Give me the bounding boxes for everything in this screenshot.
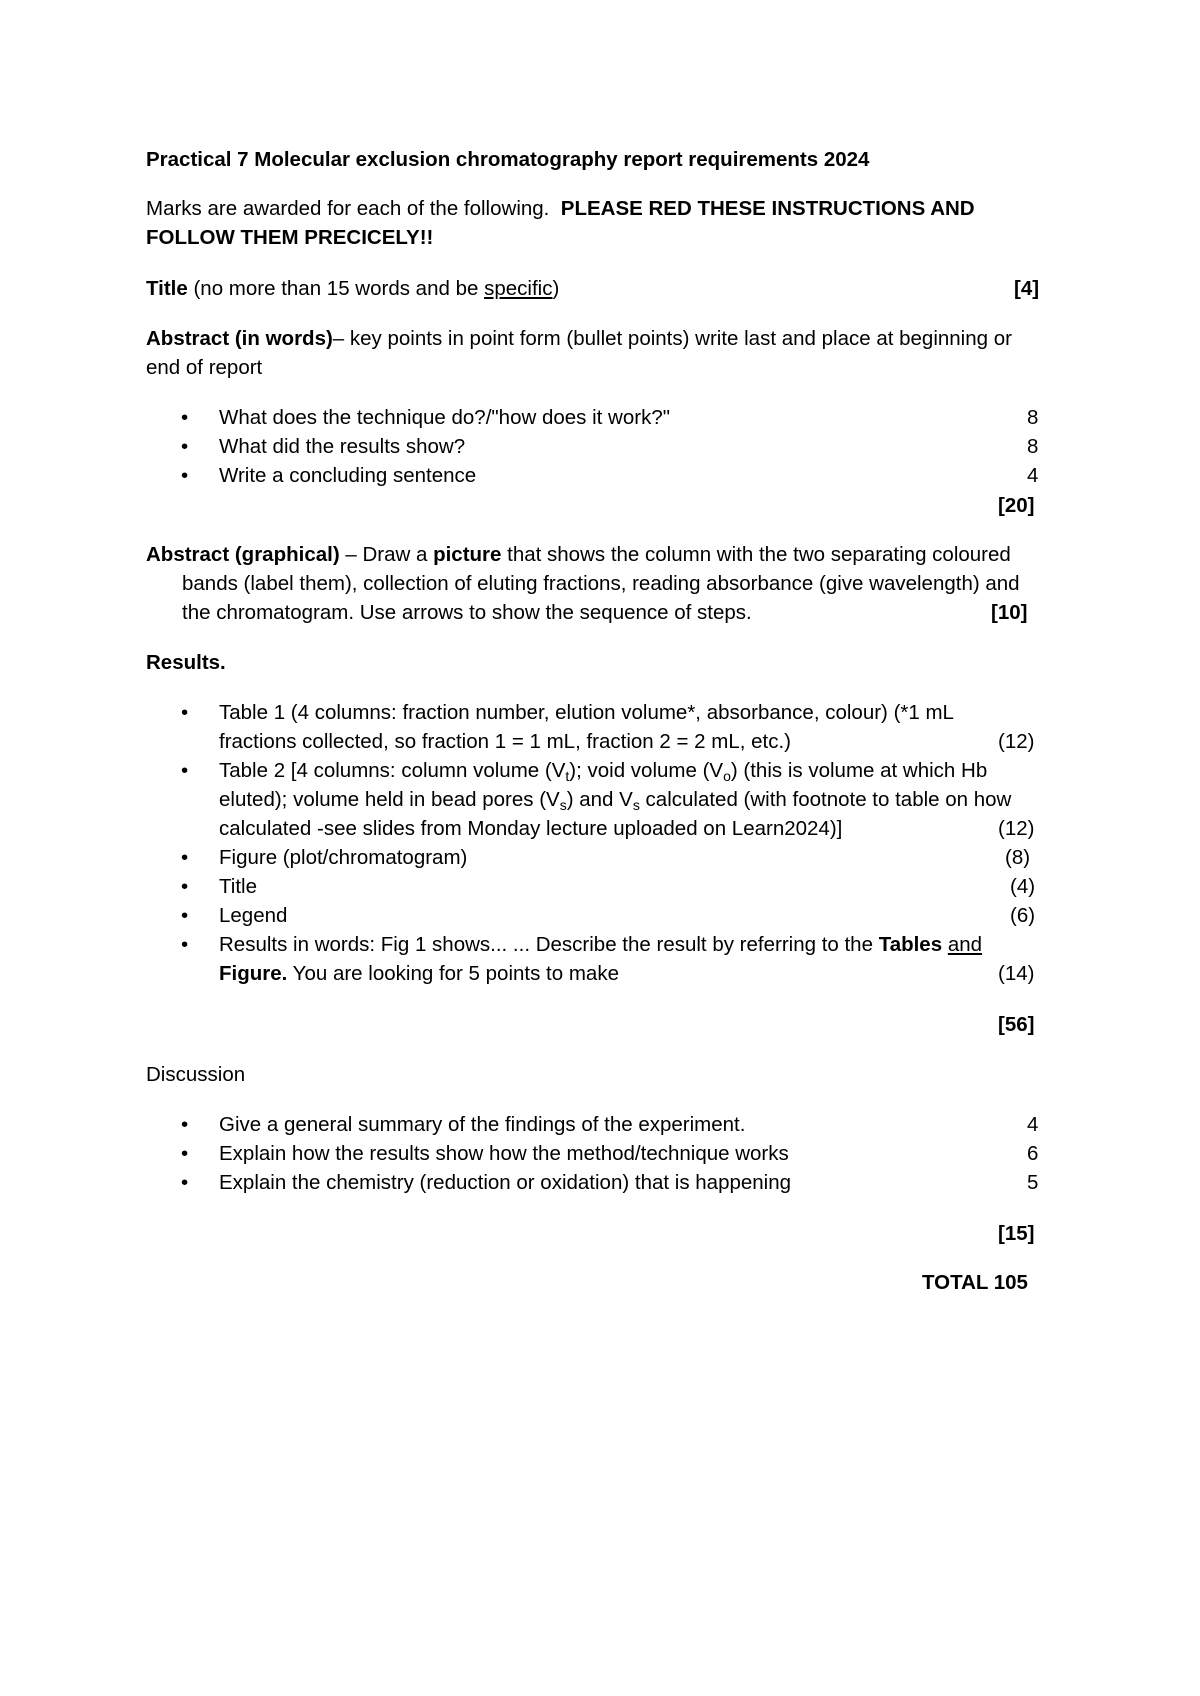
page-heading: Practical 7 Molecular exclusion chromatography report requirements 2024: [146, 148, 870, 171]
bullet-icon: •: [181, 846, 189, 869]
bullet-icon: •: [181, 464, 189, 487]
bullet-icon: •: [181, 406, 189, 429]
results-words-mark: (14): [998, 962, 1035, 985]
intro-emphasis-2: FOLLOW THEM PRECICELY!!: [146, 226, 434, 249]
table2-text-c: ) (this is volume at which Hb: [730, 759, 988, 782]
title-specific: specific: [484, 277, 553, 300]
bullet-icon: •: [181, 875, 189, 898]
intro-emphasis-1: PLEASE RED THESE INSTRUCTIONS AND: [560, 197, 975, 220]
results-table2-line-2: [219, 790, 1011, 811]
results-title: Title: [219, 875, 257, 898]
results-table2-line-1: [219, 761, 987, 782]
discussion-heading: Discussion: [146, 1063, 246, 1086]
discussion-item-2-mark: 6: [1027, 1142, 1039, 1165]
results-legend: Legend: [219, 904, 288, 927]
bullet-icon: •: [181, 759, 189, 782]
results-words-text: Results in words: Fig 1 shows... ... Describe the result by referring to the: [219, 933, 879, 956]
title-requirement: [146, 279, 559, 300]
results-table1-line-2: fractions collected, so fraction 1 = 1 mL, fraction 2 = 2 mL, etc.): [219, 730, 791, 753]
results-table2-mark: (12): [998, 817, 1035, 840]
abstract-words-line-1: [146, 329, 1012, 350]
table2-text-e: ) and V: [566, 788, 633, 811]
discussion-item-1-mark: 4: [1027, 1113, 1039, 1136]
intro-text: Marks are awarded for each of the following.: [146, 197, 550, 220]
table2-text-a: Table 2 [4 columns: column volume (V: [219, 759, 566, 782]
bullet-icon: •: [181, 904, 189, 927]
abstract-item-3: Write a concluding sentence: [219, 464, 477, 487]
bullet-icon: •: [181, 435, 189, 458]
grand-total: TOTAL 105: [922, 1271, 1028, 1294]
abstract-item-2-mark: 8: [1027, 435, 1039, 458]
subscript-t: t: [565, 768, 570, 784]
title-mark: [4]: [1014, 277, 1040, 300]
results-words-text-2: You are looking for 5 points to make: [287, 962, 619, 985]
abstract-words-label: Abstract (in words): [146, 327, 333, 350]
abstract-words-text-1: – key points in point form (bullet points) write last and place at beginning or: [332, 327, 1012, 350]
subscript-s: s: [559, 797, 567, 813]
table2-text-b: ); void volume (V: [569, 759, 724, 782]
abstract-words-line-2: end of report: [146, 356, 263, 379]
results-words-line-2: [219, 964, 619, 985]
abstract-graphical-picture: picture: [433, 543, 502, 566]
results-figure-mark: (8): [1005, 846, 1031, 869]
abstract-item-3-mark: 4: [1027, 464, 1039, 487]
bullet-icon: •: [181, 1171, 189, 1194]
abstract-graphical-line-3: the chromatogram. Use arrows to show the sequence of steps.: [182, 601, 752, 624]
bullet-icon: •: [181, 1113, 189, 1136]
results-title-mark: (4): [1010, 875, 1036, 898]
abstract-graphical-text-a: – Draw a: [339, 543, 434, 566]
bullet-icon: •: [181, 701, 189, 724]
results-table1-mark: (12): [998, 730, 1035, 753]
subscript-o: o: [723, 768, 731, 784]
abstract-graphical-line-1: [146, 545, 1011, 566]
title-text-a: (no more than 15 words and be: [193, 277, 479, 300]
table2-text-d: eluted); volume held in bead pores (V: [219, 788, 560, 811]
bullet-icon: •: [181, 1142, 189, 1165]
abstract-graphical-mark: [10]: [991, 601, 1028, 624]
title-text-b: ): [552, 277, 560, 300]
discussion-total: [15]: [998, 1222, 1035, 1245]
results-words-and: and: [947, 933, 983, 956]
abstract-item-2: What did the results show?: [219, 435, 466, 458]
results-words-tables: Tables: [878, 933, 943, 956]
results-figure: Figure (plot/chromatogram): [219, 846, 468, 869]
bullet-icon: •: [181, 933, 189, 956]
discussion-item-3: Explain the chemistry (reduction or oxidation) that is happening: [219, 1171, 792, 1194]
results-legend-mark: (6): [1010, 904, 1036, 927]
abstract-graphical-label: Abstract (graphical): [146, 543, 340, 566]
abstract-item-1: What does the technique do?/"how does it work?": [219, 406, 671, 429]
abstract-graphical-text-b: that shows the column with the two separating coloured: [501, 543, 1011, 566]
subscript-s: s: [632, 797, 640, 813]
results-total: [56]: [998, 1013, 1035, 1036]
results-table2-line-3: calculated -see slides from Monday lecture uploaded on Learn2024)]: [219, 817, 843, 840]
title-label: Title: [146, 277, 188, 300]
discussion-item-3-mark: 5: [1027, 1171, 1039, 1194]
table2-text-f: calculated (with footnote to table on how: [639, 788, 1012, 811]
results-table1-line-1: Table 1 (4 columns: fraction number, elution volume*, absorbance, colour) (*1 mL: [219, 701, 954, 724]
results-words-line-1: [219, 935, 982, 956]
abstract-graphical-line-2: bands (label them), collection of eluting fractions, reading absorbance (give wavelength) and: [182, 572, 1020, 595]
abstract-item-1-mark: 8: [1027, 406, 1039, 429]
intro-line-1: [146, 199, 975, 220]
results-heading: Results.: [146, 651, 226, 674]
discussion-item-2: Explain how the results show how the method/technique works: [219, 1142, 789, 1165]
results-words-figure: Figure.: [219, 962, 288, 985]
discussion-item-1: Give a general summary of the findings of the experiment.: [219, 1113, 746, 1136]
abstract-words-total: [20]: [998, 494, 1035, 517]
